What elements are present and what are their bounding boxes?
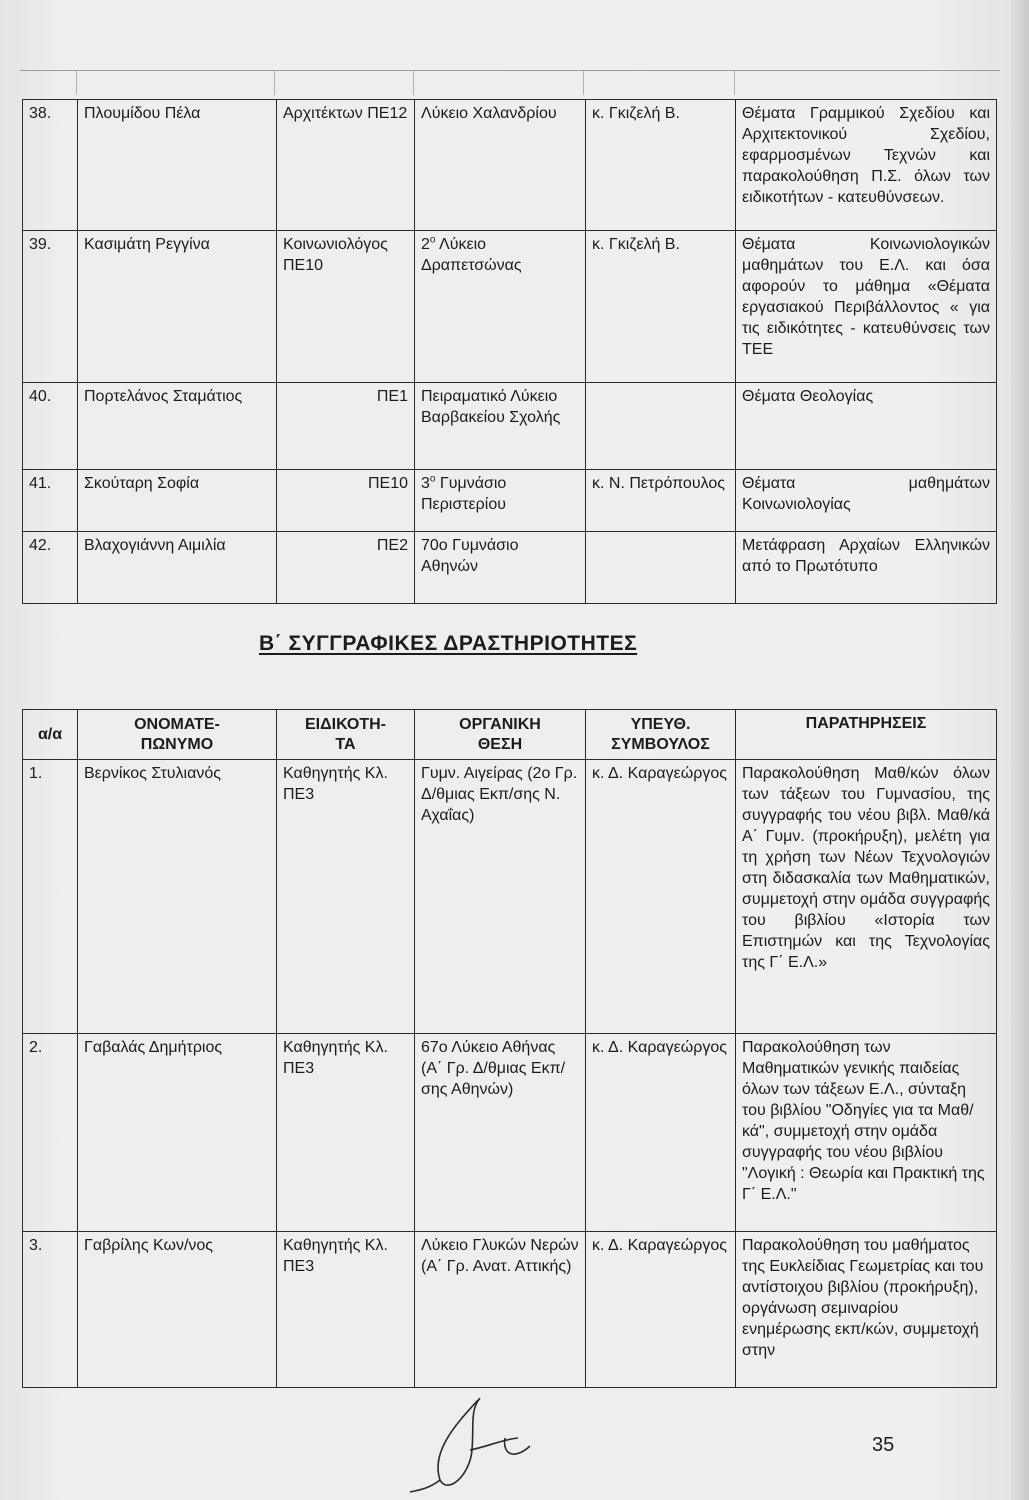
school: Λύκειο Γλυκών Νερών (Α΄ Γρ. Ανατ. Αττικής) xyxy=(415,1232,586,1388)
handwritten-signature xyxy=(400,1380,580,1495)
table-row xyxy=(23,383,997,470)
section-title: Β΄ ΣΥΓΓΡΑΦΙΚΕΣ ΔΡΑΣΤΗΡΙΟΤΗΤΕΣ xyxy=(259,632,638,655)
row-number: 38. xyxy=(23,100,78,231)
person-name: Κασιμάτη Ρεγγίνα xyxy=(78,231,277,383)
row-number: 40. xyxy=(23,383,78,470)
remarks: Θέματα Γραμμικού Σχεδίου και Αρχιτεκτονικού Σχεδίου, εφαρμοσμένων Τεχνών και παρακολούθηση Π.Σ. όλων των ειδικοτήτων - κατευθύνσεων. xyxy=(736,100,997,231)
specialty: Καθηγητής Κλ. ΠΕ3 xyxy=(277,1034,415,1232)
specialty: Αρχιτέκτων ΠΕ12 xyxy=(277,100,415,231)
advisor: κ. Γκιζελή Β. xyxy=(586,100,736,231)
person-name: Σκούταρη Σοφία xyxy=(78,470,277,532)
school: 67ο Λύκειο Αθήνας (Α΄ Γρ. Δ/θμιας Εκπ/σης Αθηνών) xyxy=(415,1034,586,1232)
header-number: α/α xyxy=(23,710,78,760)
row-number: 41. xyxy=(23,470,78,532)
table-row xyxy=(23,231,997,383)
row-number: 1. xyxy=(23,760,78,1034)
page-number: 35 xyxy=(872,1434,895,1456)
table-row xyxy=(23,100,997,231)
remarks: Παρακολούθηση Μαθ/κών όλων των τάξεων του Γυμνασίου, της συγγραφής του νέου βιβλ. Μαθ/κά Α΄ Γυμν. (προκήρυξη), μελέτη για τη χρήση των Νέων Τεχνολογιών στη διδασκαλία των Μαθηματικών, συμμετοχή στην ομάδα συγγραφής του βιβλίου «Ιστορία των Επιστημών και της Τεχνολογίας της Γ΄ Ε.Λ.» xyxy=(736,760,997,1034)
school-ordinal: 3 xyxy=(421,475,430,492)
staff-table-continued xyxy=(22,99,997,604)
signature-stroke xyxy=(410,1398,530,1492)
table-header-row xyxy=(23,710,997,760)
header-school: ΟΡΓΑΝΙΚΗ ΘΕΣΗ xyxy=(415,710,586,760)
row-number: 2. xyxy=(23,1034,78,1232)
advisor: κ. Δ. Καραγεώργος xyxy=(586,1232,736,1388)
advisor: κ. Δ. Καραγεώργος xyxy=(586,760,736,1034)
specialty: Καθηγητής Κλ. ΠΕ3 xyxy=(277,1232,415,1388)
school xyxy=(415,231,586,383)
table-row xyxy=(23,1232,997,1388)
header-name: ΟΝΟΜΑΤΕ- ΠΩΝΥΜΟ xyxy=(78,710,277,760)
specialty: Κοινωνιολόγος ΠΕ10 xyxy=(277,231,415,383)
person-name: Γαβαλάς Δημήτριος xyxy=(78,1034,277,1232)
table-row xyxy=(23,760,997,1034)
remarks: Παρακολούθηση του μαθήματος της Ευκλείδιας Γεωμετρίας και του αντίστοιχου βιβλίου (προκήρυξη), οργάνωση σεμιναρίου ενημέρωσης εκπ/κών, συμμετοχή στην xyxy=(736,1232,997,1388)
specialty: ΠΕ2 xyxy=(277,532,415,604)
header-advisor: ΥΠΕΥΘ. ΣΥΜΒΟΥΛΟΣ xyxy=(586,710,736,760)
advisor: κ. Ν. Πετρόπουλος xyxy=(586,470,736,532)
specialty: ΠΕ10 xyxy=(277,470,415,532)
row-number: 3. xyxy=(23,1232,78,1388)
advisor: κ. Δ. Καραγεώργος xyxy=(586,1034,736,1232)
advisor: κ. Γκιζελή Β. xyxy=(586,231,736,383)
school-ordinal: 2 xyxy=(421,236,430,253)
row-number: 39. xyxy=(23,231,78,383)
school: Γυμν. Αιγείρας (2ο Γρ. Δ/θμιας Εκπ/σης Ν. Αχαΐας) xyxy=(415,760,586,1034)
writing-activities-table xyxy=(22,709,997,1388)
page-edge-shadow xyxy=(1011,0,1029,1500)
specialty: Καθηγητής Κλ. ΠΕ3 xyxy=(277,760,415,1034)
row-number: 42. xyxy=(23,532,78,604)
advisor xyxy=(586,383,736,470)
table-row xyxy=(23,532,997,604)
school: Λύκειο Χαλανδρίου xyxy=(415,100,586,231)
advisor xyxy=(586,532,736,604)
school xyxy=(415,470,586,532)
school-name: Λύκειο Δραπετσώνας xyxy=(421,236,522,274)
school: Πειραματικό Λύκειο Βαρβακείου Σχολής xyxy=(415,383,586,470)
person-name: Βλαχογιάννη Αιμιλία xyxy=(78,532,277,604)
school-ordinal-suffix: ο xyxy=(429,473,436,485)
school-name: Γυμνάσιο Περιστερίου xyxy=(421,475,507,513)
person-name: Πορτελάνος Σταμάτιος xyxy=(78,383,277,470)
header-specialty: ΕΙΔΙΚΟΤΗ- ΤΑ xyxy=(277,710,415,760)
table-row xyxy=(23,470,997,532)
table-row xyxy=(23,1034,997,1232)
person-name: Γαβρίλης Κων/νος xyxy=(78,1232,277,1388)
header-remarks: ΠΑΡΑΤΗΡΗΣΕΙΣ xyxy=(736,710,997,760)
person-name: Βερνίκος Στυλιανός xyxy=(78,760,277,1034)
remarks: Μετάφραση Αρχαίων Ελληνικών από το Πρωτότυπο xyxy=(736,532,997,604)
remarks: Θέματα μαθημάτων Κοινωνιολογίας xyxy=(736,470,997,532)
remarks: Θέματα Κοινωνιολογικών μαθημάτων του Ε.Λ. και όσα αφορούν το μάθημα «Θέματα εργασιακού Περιβάλλοντος « για τις ειδικότητες - κατευθύνσεις των ΤΕΕ xyxy=(736,231,997,383)
previous-table-fragment xyxy=(20,70,1000,95)
specialty: ΠΕ1 xyxy=(277,383,415,470)
school: 70ο Γυμνάσιο Αθηνών xyxy=(415,532,586,604)
remarks: Παρακολούθηση των Μαθηματικών γενικής παιδείας όλων των τάξεων Ε.Λ., σύνταξη του βιβλίου "Οδηγίες για τα Μαθ/κά", συμμετοχή στην ομάδα συγγραφής του νέου βιβλίου "Λογική : Θεωρία και Πρακτική της Γ΄ Ε.Λ." xyxy=(736,1034,997,1232)
remarks: Θέματα Θεολογίας xyxy=(736,383,997,470)
school-ordinal-suffix: ο xyxy=(429,234,436,246)
person-name: Πλουμίδου Πέλα xyxy=(78,100,277,231)
